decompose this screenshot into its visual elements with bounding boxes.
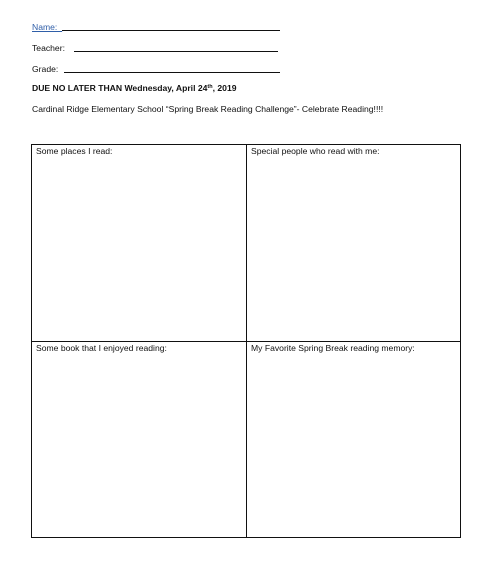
due-date-year: , 2019	[212, 83, 237, 93]
teacher-field[interactable]	[74, 51, 278, 52]
name-label: Name:_	[32, 22, 63, 32]
challenge-title: Cardinal Ridge Elementary School “Spring Break Reading Challenge”- Celebrate Reading!!!!	[32, 104, 384, 114]
name-field-row	[32, 20, 282, 32]
box-places-read[interactable]	[32, 145, 246, 341]
grade-field-row	[32, 62, 282, 74]
grade-field[interactable]	[64, 72, 280, 73]
due-date-line	[32, 83, 237, 93]
box-book-enjoyed[interactable]	[32, 342, 246, 537]
box-label-book-enjoyed: Some book that I enjoyed reading:	[36, 343, 167, 353]
due-date-superscript: th	[207, 84, 213, 90]
box-label-favorite-memory: My Favorite Spring Break reading memory:	[251, 343, 415, 353]
grade-label: Grade:	[32, 64, 59, 74]
due-date-text: DUE NO LATER THAN Wednesday, April 24	[32, 83, 208, 93]
teacher-label: Teacher:	[32, 43, 65, 53]
teacher-field-row	[32, 41, 282, 53]
box-label-special-people: Special people who read with me:	[251, 146, 380, 156]
box-special-people[interactable]	[247, 145, 460, 341]
name-field[interactable]	[62, 30, 280, 31]
box-favorite-memory[interactable]	[247, 342, 460, 537]
box-label-places-read: Some places I read:	[36, 146, 113, 156]
